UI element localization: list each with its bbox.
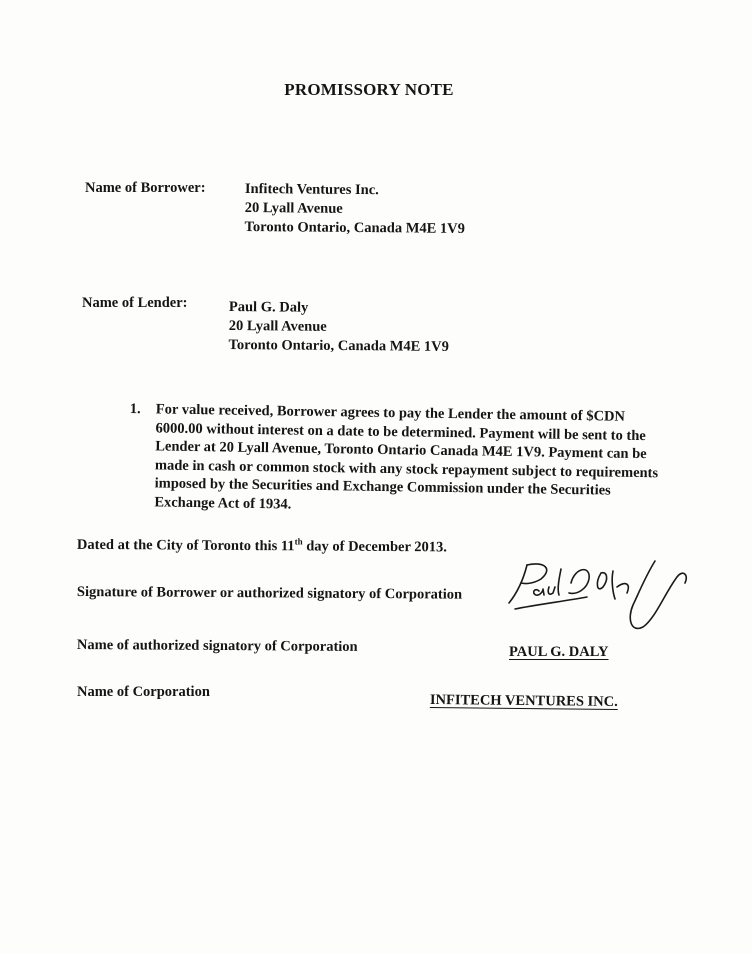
signatory-label: Name of authorized signatory of Corporation	[76, 637, 358, 655]
dated-suffix: day of December 2013.	[302, 538, 447, 556]
borrower-label: Name of Borrower:	[85, 180, 206, 196]
borrower-name: Infitech Ventures Inc.	[244, 180, 379, 199]
dated-prefix: Dated at the City of Toronto this 11	[76, 536, 295, 555]
clause-text: For value received, Borrower agrees to pay the Lender the amount of $CDN 6000.00 without interest on a date to be determined. Payment will be sent to the Lender at 20 Lyall Avenue, Toronto Ontario Canada M4E 1V9. Payment can be made in cash or common stock with any stock repayment subject to requirements imposed by the Securities and Exchange Commission under the Securities Exchange Act of 1934.	[154, 401, 659, 513]
lender-address-line1: 20 Lyall Avenue	[228, 317, 327, 335]
borrower-address-line2: Toronto Ontario, Canada M4E 1V9	[244, 218, 466, 237]
clause-number: 1.	[129, 400, 141, 418]
dated-line	[77, 535, 447, 556]
lender-name: Paul G. Daly	[228, 298, 309, 316]
clause-1	[128, 400, 660, 519]
corporation-name: INFITECH VENTURES INC.	[429, 692, 618, 710]
corporation-label: Name of Corporation	[77, 684, 210, 700]
lender-block	[229, 298, 450, 357]
handwritten-signature	[505, 553, 695, 638]
borrower-block	[245, 180, 466, 239]
dated-superscript: th	[294, 536, 303, 547]
borrower-address-line1: 20 Lyall Avenue	[244, 199, 343, 217]
signature-label: Signature of Borrower or authorized signatory of Corporation	[76, 584, 463, 603]
lender-label: Name of Lender:	[82, 295, 188, 311]
lender-address-line2: Toronto Ontario, Canada M4E 1V9	[228, 336, 450, 355]
signatory-name: PAUL G. DALY	[509, 644, 609, 660]
document-title: PROMISSORY NOTE	[284, 80, 454, 99]
